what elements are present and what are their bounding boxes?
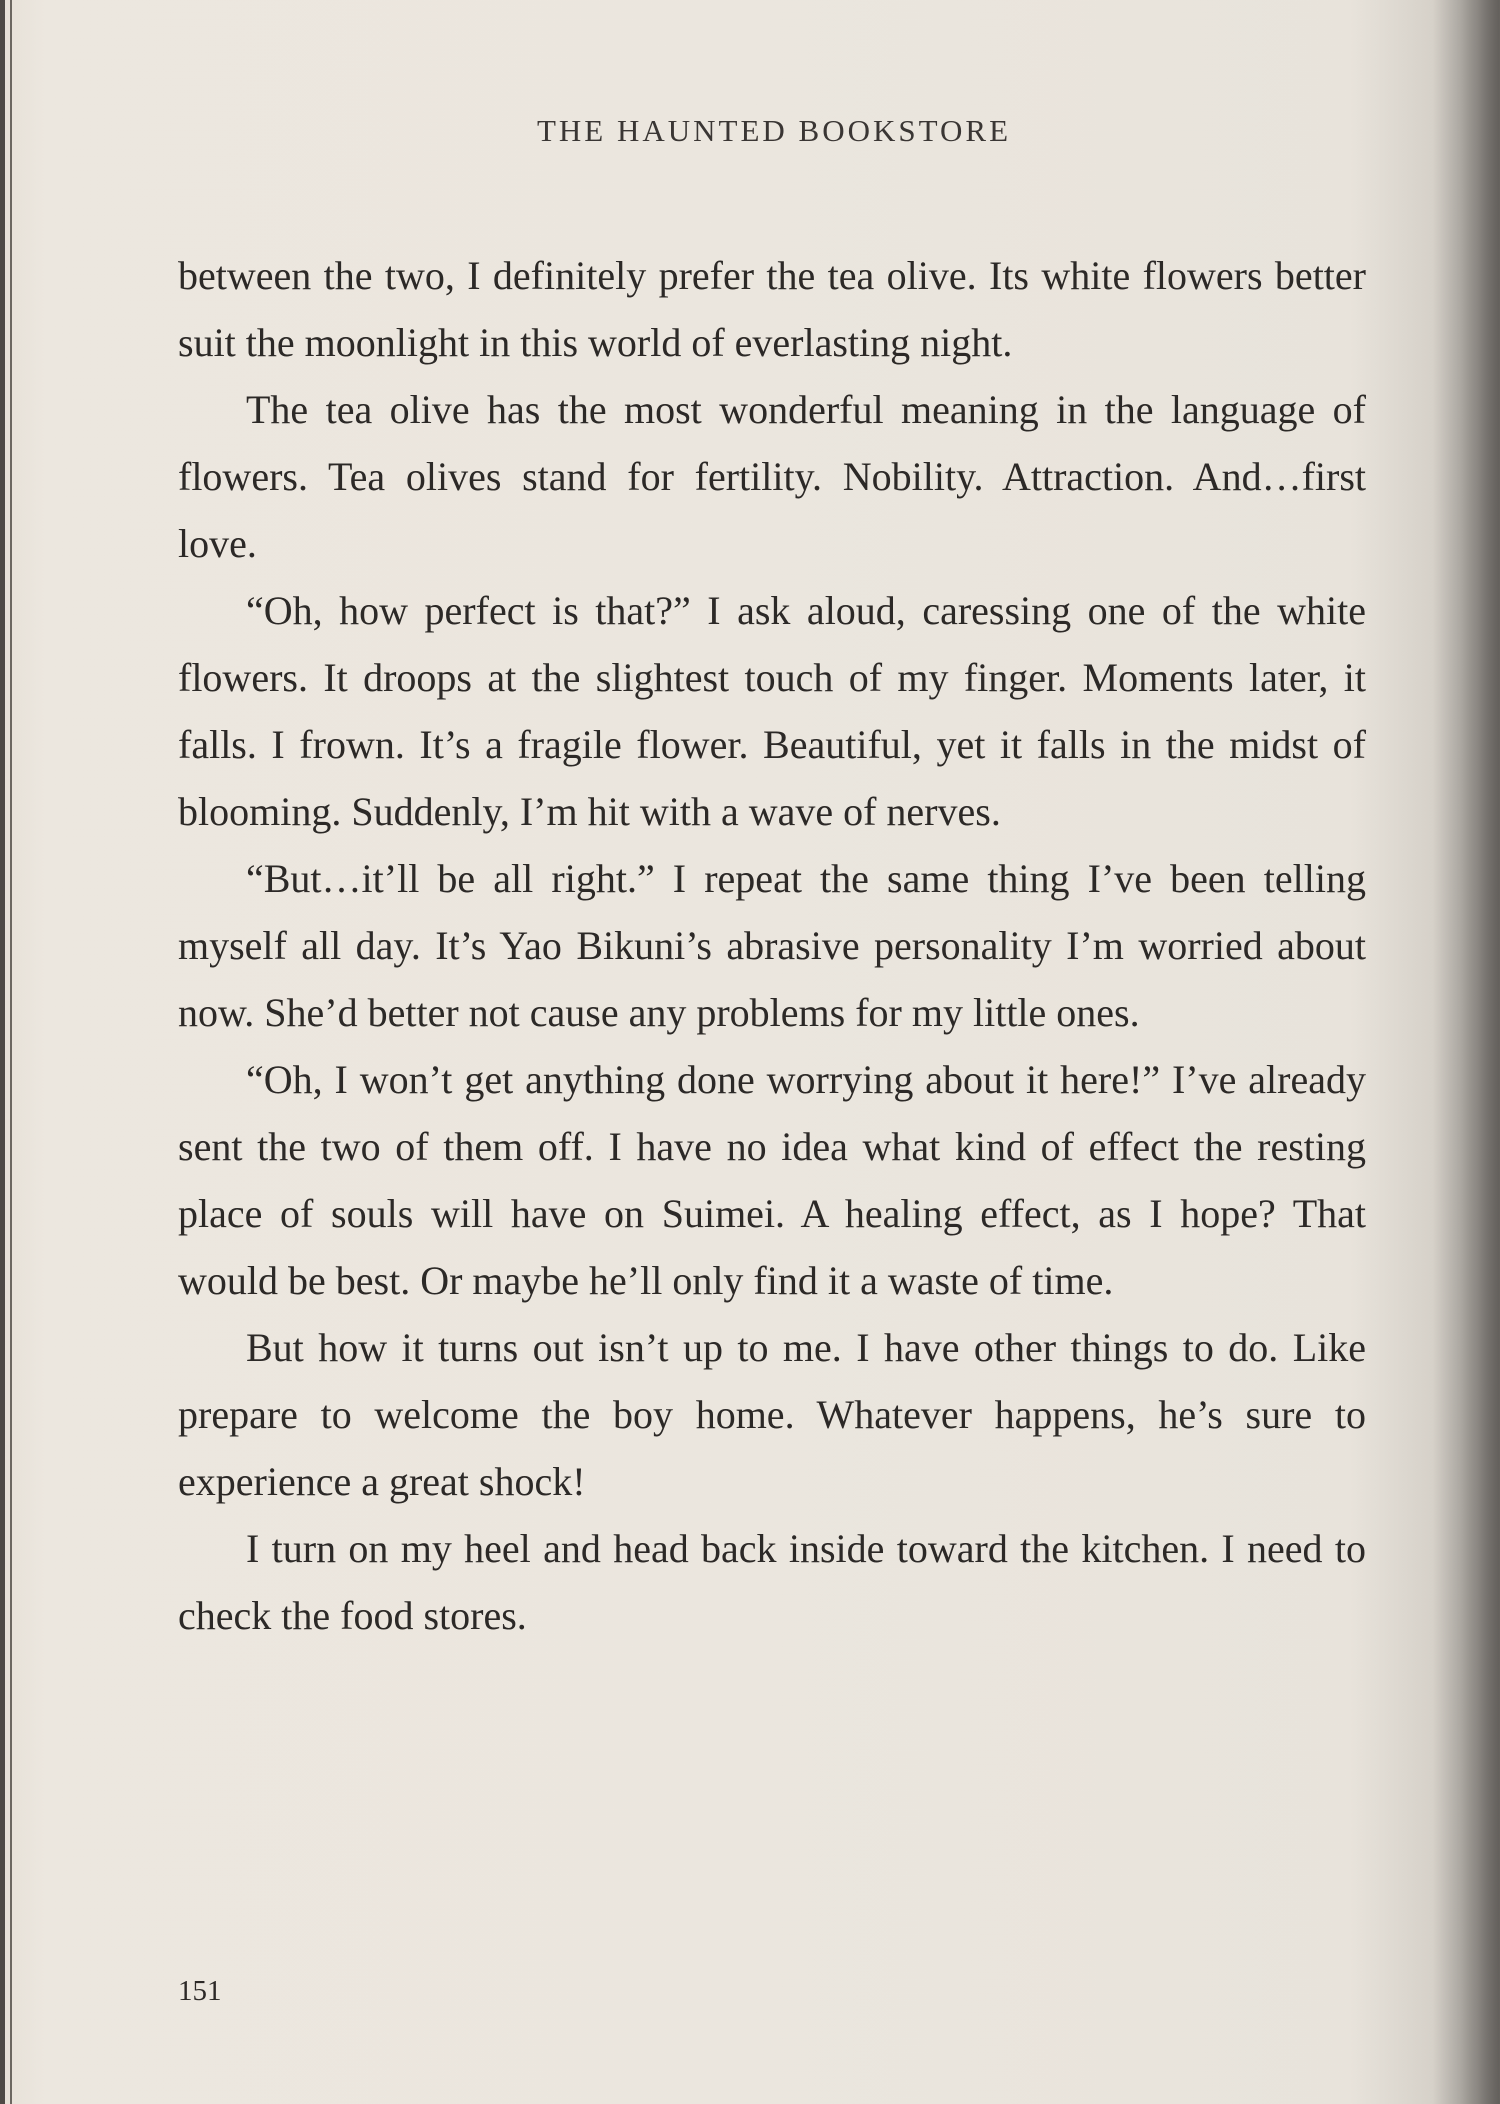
body-text bbox=[178, 242, 1366, 1649]
page-edge-shadow bbox=[1462, 0, 1500, 2104]
page-spine-inner-border bbox=[10, 0, 12, 2104]
page-spine-border bbox=[0, 0, 5, 2104]
paragraph: between the two, I definitely prefer the tea olive. Its white flowers better suit the moonlight in this world of everlasting night. bbox=[178, 253, 1366, 365]
paragraph: “Oh, how perfect is that?” I ask aloud, caressing one of the white flowers. It droops at the slightest touch of my finger. Moments later, it falls. I frown. It’s a fragile flower. Beautiful, yet it falls in the midst of blooming. Suddenly, I’m hit with a wave of nerves. bbox=[178, 588, 1366, 834]
paragraph: I turn on my heel and head back inside toward the kitchen. I need to check the food stores. bbox=[178, 1526, 1366, 1638]
page-number: 151 bbox=[178, 1975, 222, 2007]
paragraph: “Oh, I won’t get anything done worrying about it here!” I’ve already sent the two of them off. I have no idea what kind of effect the resting place of souls will have on Suimei. A healing effect, as I hope? That would be best. Or maybe he’ll only find it a waste of time. bbox=[178, 1057, 1366, 1303]
paragraph: “But…it’ll be all right.” I repeat the same thing I’ve been telling myself all day. It’s Yao Bikuni’s abrasive personality I’m worried about now. She’d better not cause any problems for my little ones. bbox=[178, 856, 1366, 1035]
running-header: THE HAUNTED BOOKSTORE bbox=[536, 113, 1012, 148]
paragraph: The tea olive has the most wonderful meaning in the language of flowers. Tea olives stand for fertility. Nobility. Attraction. And…first love. bbox=[178, 387, 1366, 566]
paragraph: But how it turns out isn’t up to me. I have other things to do. Like prepare to welcome the boy home. Whatever happens, he’s sure to experience a great shock! bbox=[178, 1325, 1366, 1504]
